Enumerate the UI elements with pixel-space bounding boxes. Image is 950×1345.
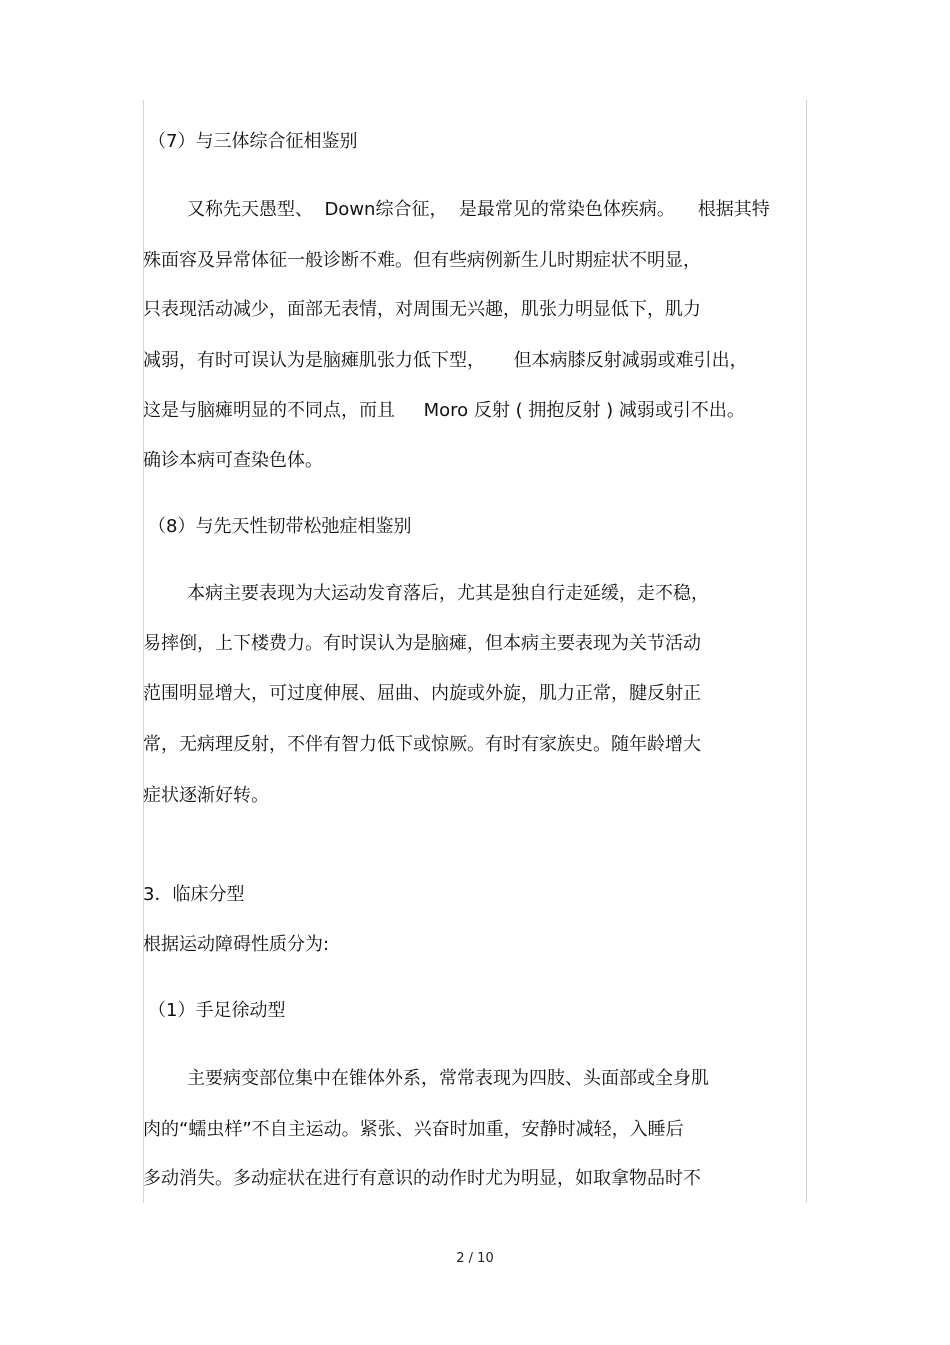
clinical-type-intro: 根据运动障碍性质分为: xyxy=(143,934,330,955)
paragraph-line: 范围明显增大，可过度伸展、屈曲、内旋或外旋，肌力正常，腱反射正 xyxy=(143,683,701,704)
paragraph-line: 症状逐渐好转。 xyxy=(143,785,269,806)
paragraph-line: 易摔倒，上下楼费力。有时误认为是脑瘫，但本病主要表现为关节活动 xyxy=(143,633,701,654)
paragraph-line: 这是与脑瘫明显的不同点，而且 Moro 反射 ( 拥抱反射 ) 减弱或引不出。 xyxy=(143,400,745,421)
clinical-type-title: 3．临床分型 xyxy=(143,884,245,905)
paragraph-line: 殊面容及异常体征一般诊断不难。但有些病例新生儿时期症状不明显， xyxy=(143,250,701,271)
paragraph-line: 主要病变部位集中在锥体外系，常常表现为四肢、头面部或全身肌 xyxy=(187,1068,709,1089)
paragraph-line: 减弱，有时可误认为是脑瘫肌张力低下型， 但本病膝反射减弱或难引出， xyxy=(143,350,748,371)
page-right-border xyxy=(806,100,807,1203)
section-heading-8: （8）与先天性韧带松弛症相鉴别 xyxy=(148,516,412,537)
section-heading-7: （7）与三体综合征相鉴别 xyxy=(148,131,358,152)
clinical-subheading-1: （1）手足徐动型 xyxy=(148,1000,286,1021)
paragraph-line: 只表现活动减少，面部无表情，对周围无兴趣，肌张力明显低下，肌力 xyxy=(143,299,701,320)
paragraph-line: 多动消失。多动症状在进行有意识的动作时尤为明显，如取拿物品时不 xyxy=(143,1168,701,1189)
paragraph-line: 确诊本病可查染色体。 xyxy=(143,450,323,471)
paragraph-line: 肉的“蠕虫样”不自主运动。紧张、兴奋时加重，安静时减轻，入睡后 xyxy=(143,1119,684,1140)
paragraph-line: 常，无病理反射，不伴有智力低下或惊厥。有时有家族史。随年龄增大 xyxy=(143,734,701,755)
paragraph-line: 本病主要表现为大运动发育落后，尤其是独自行走延缓，走不稳， xyxy=(187,583,709,604)
paragraph-line: 又称先天愚型、 Down综合征， 是最常见的常染色体疾病。 根据其特 xyxy=(187,199,770,220)
page-indicator: 2 / 10 xyxy=(456,1251,494,1266)
